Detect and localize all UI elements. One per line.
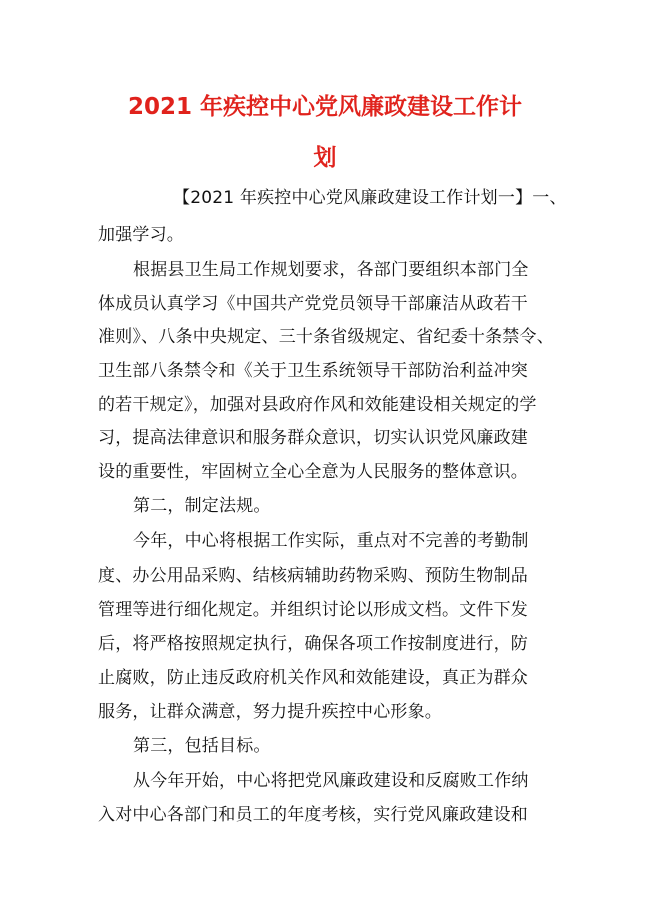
- text-line: 后，将严格按照规定执行，确保各项工作按制度进行，防: [98, 634, 528, 654]
- text-line: 服务，让群众满意，努力提升疾控中心形象。: [98, 702, 442, 722]
- text-line: 体成员认真学习《中国共产党党员领导干部廉洁从政若干: [98, 294, 528, 314]
- text-line: 准则》、八条中央规定、三十条省级规定、省纪委十条禁令、: [98, 327, 554, 347]
- document-title-line-1: 2021 年疾控中心党风廉政建设工作计: [127, 94, 523, 120]
- text-line: 入对中心各部门和员工的年度考核，实行党风廉政建设和: [98, 805, 528, 825]
- text-line: 根据县卫生局工作规划要求，各部门要组织本部门全: [133, 260, 529, 280]
- document-title-line-2: 划: [313, 145, 337, 171]
- text-line: 习，提高法律意识和服务群众意识，切实认识党风廉政建: [98, 428, 528, 448]
- text-line: 第三，包括目标。: [133, 736, 271, 756]
- text-line: 第二，制定法规。: [133, 496, 271, 516]
- text-line: 设的重要性，牢固树立全心全意为人民服务的整体意识。: [98, 462, 528, 482]
- text-line: 的若干规定》，加强对县政府作风和效能建设相关规定的学: [98, 395, 537, 415]
- text-line: 从今年开始，中心将把党风廉政建设和反腐败工作纳: [133, 771, 529, 791]
- text-line: 【2021 年疾控中心党风廉政建设工作计划一】一、: [173, 188, 567, 208]
- text-line: 度、办公用品采购、结核病辅助药物采购、预防生物制品: [98, 566, 528, 586]
- text-line: 管理等进行细化规定。并组织讨论以形成文档。文件下发: [98, 600, 528, 620]
- text-line: 今年，中心将根据工作实际，重点对不完善的考勤制: [133, 531, 529, 551]
- text-line: 止腐败，防止违反政府机关作风和效能建设，真正为群众: [98, 668, 528, 688]
- text-line: 加强学习。: [98, 225, 184, 245]
- text-line: 卫生部八条禁令和《关于卫生系统领导干部防治利益冲突: [98, 361, 528, 381]
